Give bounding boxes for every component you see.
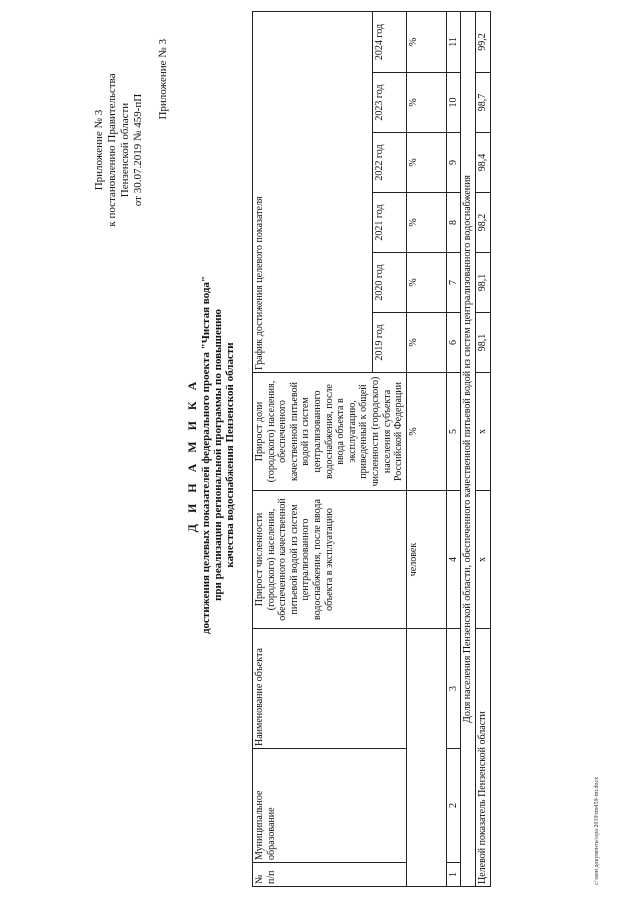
column-number: 10	[446, 73, 461, 133]
header-num: № п/п	[253, 863, 407, 887]
target-value: 98,1	[475, 253, 490, 313]
column-number: 3	[446, 629, 461, 749]
appendix-line: от 30.07.2019 № 459-пП	[132, 93, 144, 207]
title-main: Д И Н А М И К А	[185, 377, 199, 533]
unit-cell: %	[406, 313, 446, 373]
appendix-line: Пензенской области	[119, 102, 131, 198]
column-number: 2	[446, 749, 461, 863]
target-row-label: Целевой показатель Пензенской области	[475, 629, 490, 887]
target-value: 98,1	[475, 313, 490, 373]
unit-cell: %	[406, 73, 446, 133]
document-title	[186, 155, 236, 755]
header-year: 2020 год	[372, 253, 406, 313]
header-year: 2024 год	[372, 11, 406, 72]
units-empty	[406, 629, 446, 887]
target-value: 98,7	[475, 73, 490, 133]
header-year: 2023 год	[372, 73, 406, 133]
target-value: 98,2	[475, 193, 490, 253]
column-number: 9	[446, 133, 461, 193]
title-line: качества водоснабжения Пензенской области	[224, 342, 236, 568]
unit-cell: %	[406, 373, 446, 491]
appendix-block	[93, 35, 170, 265]
unit-cell: %	[406, 133, 446, 193]
header-schedule: График достижения целевого показателя	[253, 11, 373, 372]
column-number: 6	[446, 313, 461, 373]
column-number: 4	[446, 491, 461, 629]
appendix-sub: Приложение № 3	[157, 39, 169, 120]
title-line: достижения целевых показателей федерального проекта "Чистая вода"	[200, 275, 212, 635]
title-line: при реализации региональной программы по повышению	[212, 309, 224, 601]
target-cell: x	[475, 491, 490, 629]
target-cell: x	[475, 373, 490, 491]
header-year: 2022 год	[372, 133, 406, 193]
column-number: 7	[446, 253, 461, 313]
unit-cell: %	[406, 253, 446, 313]
unit-cell: %	[406, 193, 446, 253]
footer-file-path: c:\мои документы\ора 2019\пп459-пп.docx	[594, 776, 600, 885]
appendix-line: Приложение № 3	[93, 109, 105, 191]
column-number: 5	[446, 373, 461, 491]
header-year: 2019 год	[372, 313, 406, 373]
indicators-table	[252, 11, 491, 887]
header-object: Наименование объекта	[253, 629, 407, 749]
header-municipality: Муниципальное образование	[253, 749, 407, 863]
column-number: 8	[446, 193, 461, 253]
target-value: 99,2	[475, 11, 490, 72]
header-growth-share: Прирост доли (городского) населения, обеспеченного качественной питьевой водой из систем централизованного водоснабжения, после ввода объекта в эксплуатацию, приведенный к общей численности (городского) населения субъекта Российской Федерации	[253, 373, 407, 491]
unit-cell: %	[406, 11, 446, 72]
header-year: 2021 год	[372, 193, 406, 253]
target-value: 98,4	[475, 133, 490, 193]
unit-cell: человек	[406, 491, 446, 629]
header-growth-count: Прирост численности (городского) населения, обеспеченного качественной питьевой водой из систем централизованного водоснабжения, после ввода объекта в эксплуатацию	[253, 491, 407, 629]
column-number: 1	[446, 863, 461, 887]
appendix-line: к постановлению Правительства	[106, 73, 118, 227]
section-title: Доля населения Пензенской области, обеспеченного качественной питьевой водой из систем централизованного водоснабжения	[461, 11, 476, 886]
column-number: 11	[446, 11, 461, 72]
